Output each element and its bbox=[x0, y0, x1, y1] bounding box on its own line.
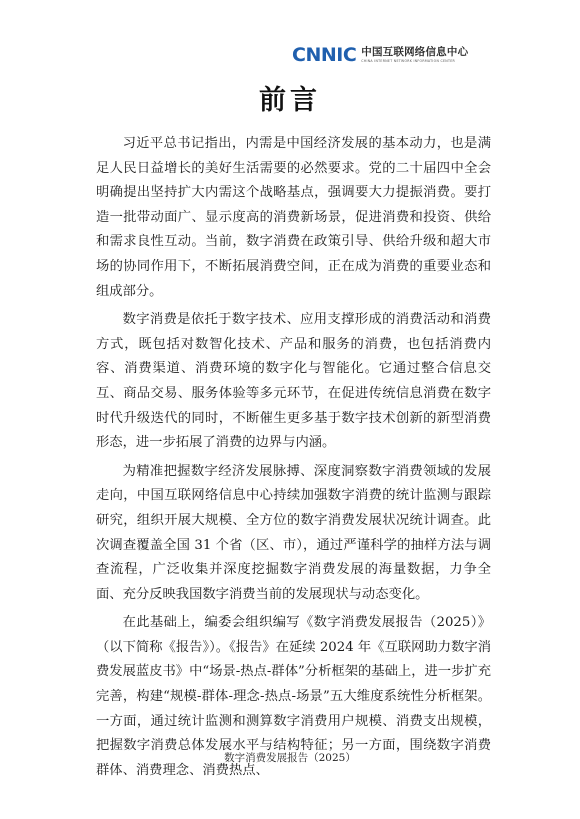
logo-english-name: CHINA INTERNET NETWORK INFORMATION CENTER bbox=[361, 58, 456, 63]
logo-mark: CNNIC bbox=[292, 44, 357, 66]
paragraph-2: 数字消费是依托于数字技术、应用支撑形成的消费活动和消费方式，既包括对数智化技术、产品和服务的消费，也包括消费内容、消费渠道、消费环境的数字化与智能化。它通过整合信息交互、商品交易、服务体验等多元环节，在促进传统信息消费在数字时代升级迭代的同时，不断催生更多基于数字技术创新的新型消费形态，进一步拓展了消费的边界与内涵。 bbox=[96, 312, 491, 451]
cnnic-logo bbox=[292, 44, 468, 66]
paragraph-1: 习近平总书记指出，内需是中国经济发展的基本动力，也是满足人民日益增长的美好生活需要的必然要求。党的二十届四中全会明确提出坚持扩大内需这个战略基点，强调要大力提振消费。要打造一批带动面广、显示度高的消费新场景，促进消费和投资、供给和需求良性互动。当前，数字消费在政策引导、供给升级和超大市场的协同作用下，不断拓展消费空间，正在成为消费的重要业态和组成部分。 bbox=[96, 136, 491, 299]
body-text bbox=[96, 132, 491, 787]
page-title: 前言 bbox=[259, 85, 321, 116]
logo-chinese-name: 中国互联网络信息中心 bbox=[361, 46, 469, 59]
paragraph-3: 为精准把握数字经济发展脉搏、深度洞察数字消费领域的发展走向，中国互联网络信息中心持续加强数字消费的统计监测与跟踪研究，组织开展大规模、全方位的数字消费发展状况统计调查。此次调查覆盖全国 31 个省（区、市），通过严谨科学的抽样方法与调查流程，广泛收集并深度挖掘数字消费发展的海量数据，力争全面、充分反映我国数字消费当前的发展现状与动态变化。 bbox=[96, 463, 491, 602]
page-footer: 数字消费发展报告（2025） bbox=[224, 752, 356, 764]
paragraph-4: 在此基础上，编委会组织编写《数字消费发展报告（2025）》（以下简称《报告》）。《报告》在延续 2024 年《互联网助力数字消费发展蓝皮书》中“场景-热点-群体”分析框架的基础上，进一步扩充完善，构建“规模-群体-理念-热点-场景”五大维度系统性分析框架。一方面，通过统计监测和测算数字消费用户规模、消费支出规模，把握数字消费总体发展水平与结构特征；另一方面，围绕数字消费群体、消费理念、消费热点、 bbox=[96, 615, 491, 778]
logo-text bbox=[361, 47, 468, 63]
